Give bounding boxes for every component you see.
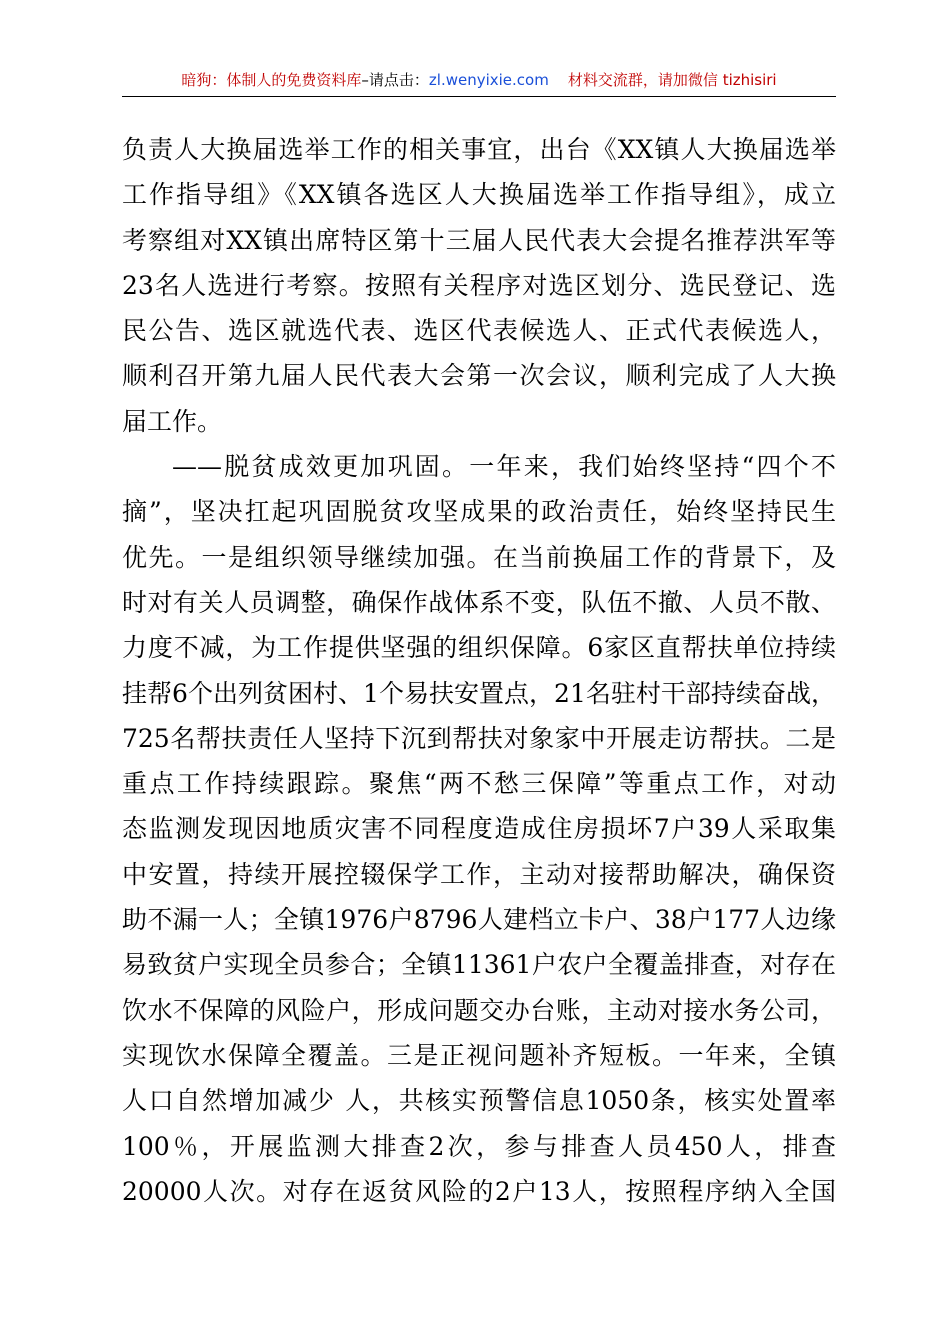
text-line: 725名帮扶责任人坚持下沉到帮扶对象家中开展走访帮扶。二是 xyxy=(122,723,836,753)
text-line: ——脱贫成效更加巩固。一年来，我们始终坚持“四个不 xyxy=(172,452,836,482)
text-line: 易致贫户实现全员参合；全镇11361户农户全覆盖排查，对存在 xyxy=(122,950,836,980)
text-line: 重点工作持续跟踪。聚焦“两不愁三保障”等重点工作，对动 xyxy=(122,769,836,799)
header-site-link[interactable]: zl.wenyixie.com xyxy=(428,71,549,89)
text-line: 100％，开展监测大排查2次，参与排查人员450人，排查 xyxy=(122,1131,836,1161)
text-line: 力度不减，为工作提供坚强的组织保障。6家区直帮扶单位持续 xyxy=(122,633,836,663)
page-header xyxy=(122,68,836,92)
text-line: 民公告、选区就选代表、选区代表候选人、正式代表候选人， xyxy=(122,316,836,346)
text-line: 挂帮6个出列贫困村、1个易扶安置点，21名驻村干部持续奋战， xyxy=(122,678,836,708)
text-line: 负责人大换届选举工作的相关事宜，出台《XX镇人大换届选举 xyxy=(122,135,836,164)
text-line: 饮水不保障的风险户，形成问题交办台账，主动对接水务公司， xyxy=(122,995,836,1025)
text-line: 顺利召开第九届人民代表大会第一次会议，顺利完成了人大换 xyxy=(122,361,836,391)
text-line: 实现饮水保障全覆盖。三是正视问题补齐短板。一年来，全镇 xyxy=(122,1040,836,1070)
header-click-prompt: –请点击： xyxy=(361,71,429,89)
text-line: 考察组对XX镇出席特区第十三届人民代表大会提名推荐洪军等 xyxy=(122,225,836,255)
header-brand: 暗狗：体制人的免费资料库 xyxy=(181,71,362,89)
text-line: 摘”，坚决扛起巩固脱贫攻坚成果的政治责任，始终坚持民生 xyxy=(122,497,836,527)
text-line: 助不漏一人；全镇1976户8796人建档立卡户、38户177人边缘 xyxy=(122,905,836,935)
text-line: 时对有关人员调整，确保作战体系不变，队伍不撤、人员不散、 xyxy=(122,587,836,617)
body-text xyxy=(122,127,836,1214)
text-line: 态监测发现因地质灾害不同程度造成住房损坏7户39人采取集 xyxy=(122,814,836,844)
text-line: 人口自然增加减少 人，共核实预警信息1050条，核实处置率 xyxy=(122,1086,836,1116)
text-line: 工作指导组》《XX镇各选区人大换届选举工作指导组》，成立 xyxy=(122,180,836,210)
text-line: 中安置，持续开展控辍保学工作，主动对接帮助解决，确保资 xyxy=(122,859,836,889)
header-divider xyxy=(122,96,836,97)
text-line: 届工作。 xyxy=(122,406,223,436)
header-group-note: 材料交流群，请加微信 tizhisiri xyxy=(567,71,777,89)
text-line: 优先。一是组织领导继续加强。在当前换届工作的背景下，及 xyxy=(122,542,836,572)
text-line: 23名人选进行考察。按照有关程序对选区划分、选民登记、选 xyxy=(122,270,836,300)
text-line: 20000人次。对存在返贫风险的2户13人，按照程序纳入全国 xyxy=(122,1176,836,1206)
